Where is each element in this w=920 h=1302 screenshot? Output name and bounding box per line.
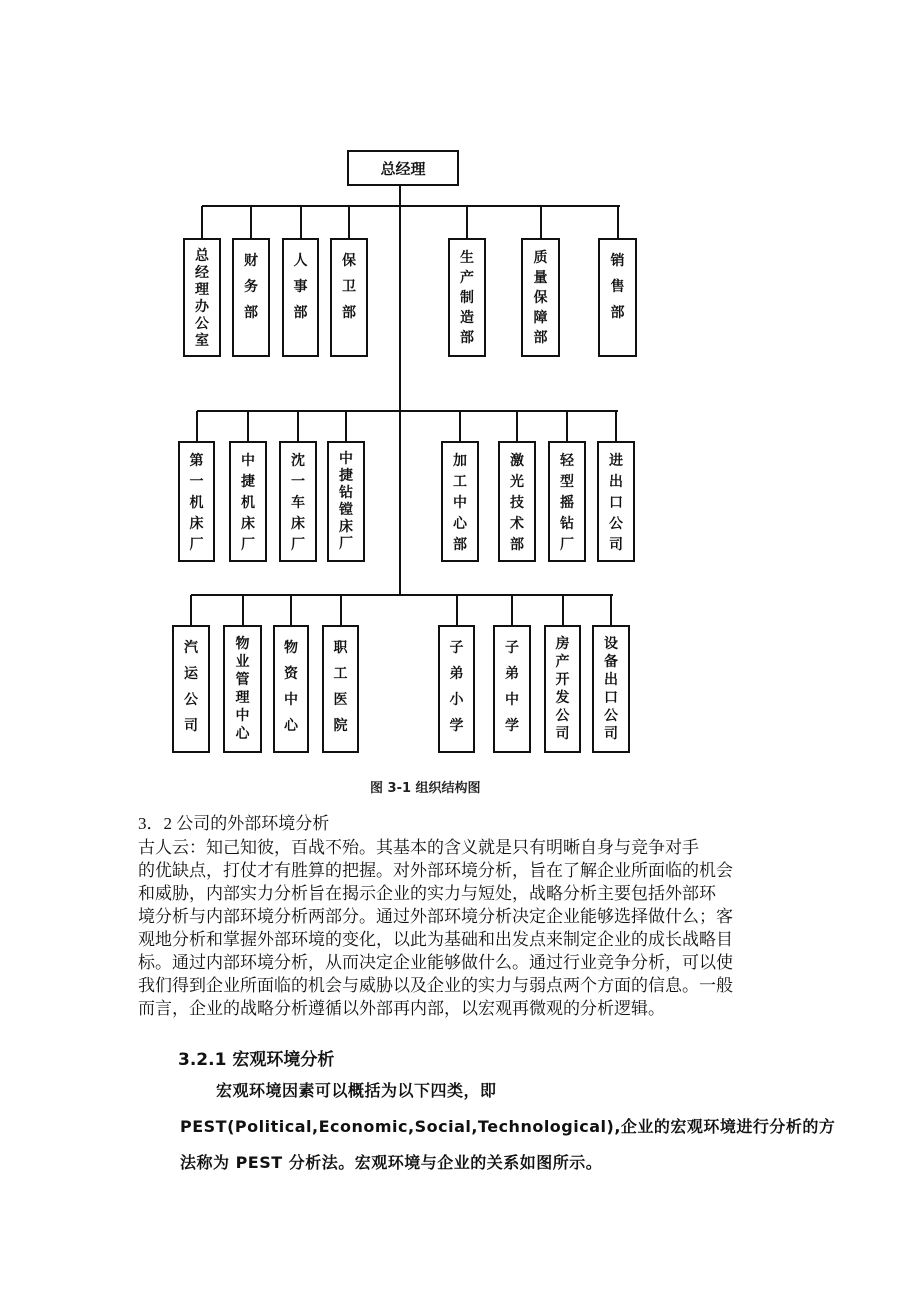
org-unit-char: 销 <box>610 253 625 269</box>
org-unit-char: 钻 <box>339 485 353 501</box>
org-unit-char: 室 <box>195 333 209 349</box>
body-line: 观地分析和掌握外部环境的变化，以此为基础和出发点来制定企业的成长战略目 <box>138 930 733 949</box>
org-unit-char: 职 <box>333 640 348 656</box>
connector-line <box>399 186 401 596</box>
org-unit-char: 部 <box>342 305 356 321</box>
org-unit-box <box>441 441 479 562</box>
org-unit-char: 量 <box>533 270 548 286</box>
org-unit-char: 中 <box>235 708 250 724</box>
org-unit-char: 中 <box>453 495 467 511</box>
org-unit-char: 生 <box>460 250 474 266</box>
org-unit-char: 中 <box>241 453 255 469</box>
org-unit-char: 型 <box>560 474 574 490</box>
org-unit-char: 车 <box>291 495 305 511</box>
org-unit-box <box>279 441 317 562</box>
org-unit-char: 备 <box>604 654 618 670</box>
org-unit-char: 第 <box>189 453 204 469</box>
org-unit-char: 学 <box>505 718 519 734</box>
org-unit-char: 制 <box>460 290 474 306</box>
org-unit-char: 子 <box>505 640 519 656</box>
org-unit-char: 中 <box>284 692 298 708</box>
org-unit-box <box>229 441 267 562</box>
connector-line <box>242 595 244 625</box>
connector-line <box>290 595 292 625</box>
org-unit-char: 床 <box>291 516 305 532</box>
connector-line <box>340 595 342 625</box>
connector-line <box>610 595 612 625</box>
org-unit-char: 钻 <box>560 516 574 532</box>
connector-line <box>459 411 461 441</box>
org-unit-char: 沈 <box>291 453 305 469</box>
org-unit-box <box>498 441 536 562</box>
org-unit-char: 部 <box>244 305 258 321</box>
org-unit-char: 产 <box>460 270 474 286</box>
connector-line <box>456 595 458 625</box>
org-unit-box <box>183 238 221 357</box>
org-unit-char: 医 <box>333 692 348 708</box>
org-unit-char: 弟 <box>505 666 519 682</box>
org-unit-char: 卫 <box>342 279 356 295</box>
org-unit-char: 机 <box>241 495 255 511</box>
org-unit-char: 公 <box>184 692 198 708</box>
org-unit-char: 公 <box>555 708 570 724</box>
subsection-line: 法称为 PEST 分析法。宏观环境与企业的关系如图所示。 <box>180 1153 603 1172</box>
body-line: 古人云：知己知彼，百战不殆。其基本的含义就是只有明晰自身与竞争对手 <box>138 838 699 857</box>
body-line: 和威胁，内部实力分析旨在揭示企业的实力与短处，战略分析主要包括外部环 <box>138 884 716 903</box>
org-unit-char: 障 <box>533 310 548 326</box>
org-unit-box <box>438 625 475 753</box>
org-unit-char: 一 <box>291 474 305 490</box>
org-unit-char: 术 <box>510 516 524 532</box>
section-heading: 3．2 公司的外部环境分析 <box>138 814 330 833</box>
org-unit-char: 物 <box>235 636 250 652</box>
org-unit-char: 售 <box>610 279 625 295</box>
org-unit-char: 技 <box>510 495 524 511</box>
org-unit-char: 学 <box>449 718 464 734</box>
org-unit-char: 事 <box>293 279 308 295</box>
org-unit-char: 部 <box>533 330 548 346</box>
org-unit-box <box>172 625 210 753</box>
org-unit-char: 发 <box>555 690 570 706</box>
org-unit-char: 财 <box>244 253 258 269</box>
org-unit-char: 司 <box>604 726 618 742</box>
connector-line <box>297 411 299 441</box>
org-unit-char: 镗 <box>339 502 353 518</box>
org-unit-box <box>597 441 635 562</box>
connector-line <box>617 206 619 238</box>
body-line: 的优缺点，打仗才有胜算的把握。对外部环境分析，旨在了解企业所面临的机会 <box>138 861 733 880</box>
org-unit-char: 质 <box>533 250 548 266</box>
org-unit-char: 捷 <box>241 474 255 490</box>
org-unit-char: 床 <box>241 516 255 532</box>
org-unit-box <box>322 625 359 753</box>
org-unit-box <box>493 625 531 753</box>
org-unit-char: 房 <box>555 636 570 652</box>
org-unit-char: 心 <box>453 516 467 532</box>
org-unit-char: 人 <box>293 253 308 269</box>
org-unit-char: 口 <box>604 690 618 706</box>
org-unit-box <box>448 238 486 357</box>
org-unit-char: 工 <box>333 666 348 682</box>
connector-line <box>250 206 252 238</box>
figure-caption: 图 3-1 组织结构图 <box>370 781 481 796</box>
org-unit-char: 造 <box>460 310 474 326</box>
org-unit-char: 经 <box>195 265 209 281</box>
org-unit-char: 中 <box>339 451 353 467</box>
org-unit-char: 设 <box>604 636 618 652</box>
connector-line <box>615 411 617 441</box>
org-unit-char: 厂 <box>560 537 574 553</box>
org-unit-char: 出 <box>609 474 623 490</box>
subsection-line: 宏观环境因素可以概括为以下四类，即 <box>216 1081 497 1100</box>
org-unit-box <box>223 625 262 753</box>
org-unit-char: 工 <box>453 474 467 490</box>
org-unit-char: 出 <box>604 672 618 688</box>
org-unit-char: 理 <box>195 282 209 298</box>
subsection-heading: 3.2.1 宏观环境分析 <box>178 1050 335 1070</box>
org-unit-char: 理 <box>235 690 250 706</box>
org-unit-box <box>592 625 630 753</box>
org-unit-box <box>273 625 309 753</box>
org-unit-char: 办 <box>195 299 209 315</box>
org-unit-char: 床 <box>189 516 204 532</box>
org-unit-char: 心 <box>235 726 250 742</box>
org-unit-char: 小 <box>449 692 464 708</box>
org-unit-char: 保 <box>533 290 548 306</box>
org-unit-char: 资 <box>284 666 298 682</box>
connector-line <box>201 206 203 238</box>
org-unit-char: 摇 <box>560 495 574 511</box>
connector-line <box>511 595 513 625</box>
body-line: 而言，企业的战略分析遵循以外部再内部，以宏观再微观的分析逻辑。 <box>138 999 665 1018</box>
connector-line <box>191 594 613 596</box>
org-unit-char: 公 <box>609 516 623 532</box>
body-line: 我们得到企业所面临的机会与威胁以及企业的实力与弱点两个方面的信息。一般 <box>138 976 733 995</box>
org-unit-char: 公 <box>604 708 618 724</box>
subsection-line: PEST(Political,Economic,Social,Technological),企业的宏观环境进行分析的方 <box>180 1117 836 1136</box>
org-unit-char: 公 <box>195 316 209 332</box>
org-unit-box <box>330 238 368 357</box>
body-line: 境分析与内部环境分析两部分。通过外部环境分析决定企业能够选择做什么；客 <box>138 907 733 926</box>
org-unit-box <box>521 238 560 357</box>
connector-line <box>345 411 347 441</box>
org-unit-char: 轻 <box>560 453 574 469</box>
connector-line <box>190 595 192 625</box>
org-unit-box <box>178 441 215 562</box>
connector-line <box>247 411 249 441</box>
org-unit-char: 心 <box>284 718 298 734</box>
org-unit-box <box>598 238 637 357</box>
connector-line <box>197 410 619 412</box>
org-unit-char: 加 <box>453 453 467 469</box>
org-unit-char: 部 <box>453 537 467 553</box>
connector-line <box>348 206 350 238</box>
connector-line <box>466 206 468 238</box>
org-unit-char: 一 <box>189 474 204 490</box>
org-unit-char: 管 <box>235 672 250 688</box>
connector-line <box>300 206 302 238</box>
org-unit-char: 司 <box>609 537 623 553</box>
org-unit-char: 业 <box>235 654 250 670</box>
org-unit-char: 激 <box>510 453 524 469</box>
org-unit-char: 子 <box>449 640 464 656</box>
org-unit-char: 总 <box>195 248 209 264</box>
org-unit-char: 中 <box>505 692 519 708</box>
org-unit-char: 捷 <box>339 468 353 484</box>
org-unit-box <box>544 625 581 753</box>
body-line: 标。通过内部环境分析，从而决定企业能够做什么。通过行业竞争分析，可以使 <box>138 953 733 972</box>
connector-line <box>196 411 198 441</box>
org-unit-char: 床 <box>339 519 353 535</box>
org-unit-char: 口 <box>609 495 623 511</box>
connector-line <box>516 411 518 441</box>
org-unit-box <box>548 441 586 562</box>
org-unit-box <box>327 441 365 562</box>
org-unit-char: 汽 <box>184 640 198 656</box>
connector-line <box>202 205 620 207</box>
org-root-box: 总经理 <box>347 150 459 186</box>
org-unit-char: 进 <box>609 453 623 469</box>
org-unit-box <box>232 238 270 357</box>
org-unit-char: 运 <box>184 666 198 682</box>
org-unit-box <box>282 238 319 357</box>
connector-line <box>566 411 568 441</box>
org-unit-char: 厂 <box>241 537 255 553</box>
org-unit-char: 弟 <box>449 666 464 682</box>
org-unit-char: 物 <box>284 640 298 656</box>
org-unit-char: 保 <box>342 253 356 269</box>
org-unit-char: 光 <box>510 474 524 490</box>
org-unit-char: 厂 <box>339 536 353 552</box>
org-unit-char: 务 <box>244 279 258 295</box>
org-unit-char: 院 <box>333 718 348 734</box>
org-unit-char: 司 <box>555 726 570 742</box>
org-unit-char: 厂 <box>189 537 204 553</box>
org-unit-char: 开 <box>555 672 570 688</box>
org-unit-char: 部 <box>293 305 308 321</box>
connector-line <box>562 595 564 625</box>
org-unit-char: 司 <box>184 718 198 734</box>
org-unit-char: 部 <box>610 305 625 321</box>
connector-line <box>540 206 542 238</box>
org-unit-char: 机 <box>189 495 204 511</box>
org-unit-char: 部 <box>510 537 524 553</box>
org-unit-char: 部 <box>460 330 474 346</box>
org-unit-char: 产 <box>555 654 570 670</box>
org-unit-char: 厂 <box>291 537 305 553</box>
